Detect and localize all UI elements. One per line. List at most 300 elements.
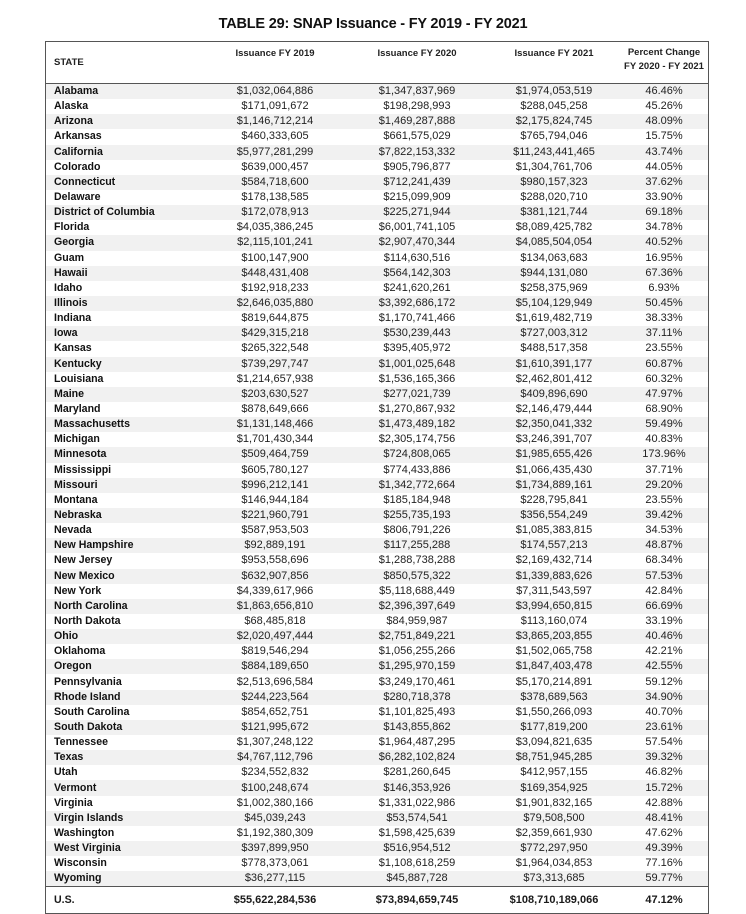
- cell-fy2020: $712,241,439: [346, 175, 488, 190]
- cell-fy2019: $4,767,112,796: [204, 750, 346, 765]
- table-row: [46, 251, 708, 266]
- cell-fy2021: $1,847,403,478: [488, 659, 620, 674]
- cell-state: Oregon: [46, 659, 204, 674]
- cell-percent-change: 57.53%: [620, 569, 708, 584]
- cell-fy2019: $244,223,564: [204, 690, 346, 705]
- cell-fy2021: $1,974,053,519: [488, 84, 620, 100]
- cell-fy2019: $397,899,950: [204, 841, 346, 856]
- cell-percent-change: 68.90%: [620, 402, 708, 417]
- header-fy2019: Issuance FY 2019: [204, 42, 346, 84]
- cell-fy2020: $661,575,029: [346, 129, 488, 144]
- cell-fy2020: $850,575,322: [346, 569, 488, 584]
- table-row: [46, 447, 708, 462]
- cell-fy2020: $6,001,741,105: [346, 220, 488, 235]
- cell-fy2021: $7,311,543,597: [488, 584, 620, 599]
- cell-fy2019: $1,192,380,309: [204, 826, 346, 841]
- cell-fy2019: $584,718,600: [204, 175, 346, 190]
- cell-percent-change: 16.95%: [620, 251, 708, 266]
- table-row: [46, 145, 708, 160]
- cell-fy2020: $2,305,174,756: [346, 432, 488, 447]
- cell-state: South Dakota: [46, 720, 204, 735]
- cell-fy2020: $185,184,948: [346, 493, 488, 508]
- cell-fy2020: $277,021,739: [346, 387, 488, 402]
- cell-state: Alabama: [46, 84, 204, 100]
- total-fy2019: $55,622,284,536: [204, 887, 346, 914]
- cell-percent-change: 37.62%: [620, 175, 708, 190]
- cell-fy2020: $117,255,288: [346, 538, 488, 553]
- table-row: [46, 99, 708, 114]
- cell-percent-change: 40.52%: [620, 235, 708, 250]
- cell-fy2021: $412,957,155: [488, 765, 620, 780]
- cell-fy2019: $265,322,548: [204, 341, 346, 356]
- cell-fy2019: $92,889,191: [204, 538, 346, 553]
- cell-fy2020: $1,347,837,969: [346, 84, 488, 100]
- cell-fy2019: $739,297,747: [204, 357, 346, 372]
- cell-fy2020: $3,249,170,461: [346, 674, 488, 689]
- cell-fy2021: $174,557,213: [488, 538, 620, 553]
- cell-fy2020: $45,887,728: [346, 871, 488, 887]
- cell-fy2019: $100,147,900: [204, 251, 346, 266]
- cell-state: Illinois: [46, 296, 204, 311]
- cell-percent-change: 34.53%: [620, 523, 708, 538]
- cell-fy2020: $114,630,516: [346, 251, 488, 266]
- cell-state: Pennsylvania: [46, 674, 204, 689]
- cell-state: Alaska: [46, 99, 204, 114]
- table-row: [46, 478, 708, 493]
- cell-percent-change: 39.32%: [620, 750, 708, 765]
- cell-state: Georgia: [46, 235, 204, 250]
- cell-fy2019: $605,780,127: [204, 463, 346, 478]
- cell-fy2019: $4,035,386,245: [204, 220, 346, 235]
- table-row: [46, 114, 708, 129]
- cell-fy2019: $587,953,503: [204, 523, 346, 538]
- cell-fy2020: $1,108,618,259: [346, 856, 488, 871]
- table-row: [46, 84, 708, 100]
- cell-fy2020: $1,331,022,986: [346, 796, 488, 811]
- cell-state: Nebraska: [46, 508, 204, 523]
- cell-state: Texas: [46, 750, 204, 765]
- cell-state: Massachusetts: [46, 417, 204, 432]
- table-row: [46, 553, 708, 568]
- cell-fy2021: $1,066,435,430: [488, 463, 620, 478]
- cell-state: Louisiana: [46, 372, 204, 387]
- cell-percent-change: 42.55%: [620, 659, 708, 674]
- cell-state: New Jersey: [46, 553, 204, 568]
- cell-fy2019: $203,630,527: [204, 387, 346, 402]
- table-row: [46, 190, 708, 205]
- cell-fy2020: $516,954,512: [346, 841, 488, 856]
- cell-percent-change: 23.55%: [620, 493, 708, 508]
- cell-state: Vermont: [46, 780, 204, 795]
- cell-fy2019: $1,002,380,166: [204, 796, 346, 811]
- cell-fy2021: $1,610,391,177: [488, 357, 620, 372]
- cell-percent-change: 37.11%: [620, 326, 708, 341]
- cell-percent-change: 38.33%: [620, 311, 708, 326]
- cell-fy2021: $1,619,482,719: [488, 311, 620, 326]
- cell-fy2019: $1,701,430,344: [204, 432, 346, 447]
- cell-fy2021: $113,160,074: [488, 614, 620, 629]
- snap-issuance-table-container: [45, 41, 709, 914]
- table-row: [46, 538, 708, 553]
- cell-state: Idaho: [46, 281, 204, 296]
- cell-state: Iowa: [46, 326, 204, 341]
- table-row: [46, 129, 708, 144]
- header-fy2021: Issuance FY 2021: [488, 42, 620, 84]
- cell-fy2019: $2,513,696,584: [204, 674, 346, 689]
- cell-fy2020: $1,056,255,266: [346, 644, 488, 659]
- cell-state: Montana: [46, 493, 204, 508]
- cell-fy2021: $2,169,432,714: [488, 553, 620, 568]
- cell-fy2021: $5,104,129,949: [488, 296, 620, 311]
- cell-fy2020: $215,099,909: [346, 190, 488, 205]
- cell-percent-change: 34.90%: [620, 690, 708, 705]
- cell-fy2019: $460,333,605: [204, 129, 346, 144]
- cell-fy2019: $100,248,674: [204, 780, 346, 795]
- snap-issuance-table: [46, 42, 708, 914]
- cell-fy2019: $234,552,832: [204, 765, 346, 780]
- table-row: [46, 220, 708, 235]
- cell-fy2019: $5,977,281,299: [204, 145, 346, 160]
- cell-fy2019: $1,146,712,214: [204, 114, 346, 129]
- cell-fy2020: $146,353,926: [346, 780, 488, 795]
- cell-percent-change: 40.46%: [620, 629, 708, 644]
- cell-percent-change: 37.71%: [620, 463, 708, 478]
- total-fy2021: $108,710,189,066: [488, 887, 620, 914]
- cell-state: Oklahoma: [46, 644, 204, 659]
- cell-fy2021: $488,517,358: [488, 341, 620, 356]
- cell-fy2019: $632,907,856: [204, 569, 346, 584]
- cell-percent-change: 39.42%: [620, 508, 708, 523]
- cell-fy2021: $409,896,690: [488, 387, 620, 402]
- cell-fy2021: $2,146,479,444: [488, 402, 620, 417]
- table-row: [46, 160, 708, 175]
- cell-percent-change: 67.36%: [620, 266, 708, 281]
- table-row: [46, 341, 708, 356]
- cell-percent-change: 173.96%: [620, 447, 708, 462]
- cell-fy2020: $53,574,541: [346, 811, 488, 826]
- cell-fy2019: $121,995,672: [204, 720, 346, 735]
- cell-percent-change: 57.54%: [620, 735, 708, 750]
- cell-percent-change: 40.70%: [620, 705, 708, 720]
- cell-fy2020: $198,298,993: [346, 99, 488, 114]
- cell-state: Hawaii: [46, 266, 204, 281]
- cell-percent-change: 48.87%: [620, 538, 708, 553]
- cell-fy2020: $7,822,153,332: [346, 145, 488, 160]
- cell-fy2019: $2,115,101,241: [204, 235, 346, 250]
- cell-state: Indiana: [46, 311, 204, 326]
- cell-fy2020: $1,288,738,288: [346, 553, 488, 568]
- cell-fy2020: $1,536,165,366: [346, 372, 488, 387]
- table-row: [46, 690, 708, 705]
- cell-state: New Mexico: [46, 569, 204, 584]
- cell-fy2019: $45,039,243: [204, 811, 346, 826]
- cell-fy2021: $1,339,883,626: [488, 569, 620, 584]
- cell-percent-change: 33.90%: [620, 190, 708, 205]
- cell-fy2020: $241,620,261: [346, 281, 488, 296]
- cell-state: North Carolina: [46, 599, 204, 614]
- table-header: [46, 42, 708, 84]
- table-body: [46, 84, 708, 887]
- cell-percent-change: 23.61%: [620, 720, 708, 735]
- cell-fy2019: $639,000,457: [204, 160, 346, 175]
- cell-fy2021: $1,502,065,758: [488, 644, 620, 659]
- cell-state: Nevada: [46, 523, 204, 538]
- table-row: [46, 508, 708, 523]
- cell-fy2021: $2,359,661,930: [488, 826, 620, 841]
- cell-fy2021: $3,246,391,707: [488, 432, 620, 447]
- cell-state: Minnesota: [46, 447, 204, 462]
- cell-state: Colorado: [46, 160, 204, 175]
- header-fy2020: Issuance FY 2020: [346, 42, 488, 84]
- cell-fy2020: $905,796,877: [346, 160, 488, 175]
- table-row: [46, 871, 708, 887]
- cell-fy2020: $395,405,972: [346, 341, 488, 356]
- cell-fy2021: $258,375,969: [488, 281, 620, 296]
- cell-state: Connecticut: [46, 175, 204, 190]
- cell-fy2021: $1,985,655,426: [488, 447, 620, 462]
- cell-state: Guam: [46, 251, 204, 266]
- table-row: [46, 765, 708, 780]
- cell-fy2021: $73,313,685: [488, 871, 620, 887]
- cell-fy2021: $79,508,500: [488, 811, 620, 826]
- cell-percent-change: 46.82%: [620, 765, 708, 780]
- cell-fy2021: $8,089,425,782: [488, 220, 620, 235]
- cell-percent-change: 69.18%: [620, 205, 708, 220]
- cell-percent-change: 46.46%: [620, 84, 708, 100]
- table-row: [46, 644, 708, 659]
- cell-state: New Hampshire: [46, 538, 204, 553]
- cell-fy2021: $1,964,034,853: [488, 856, 620, 871]
- cell-state: Arkansas: [46, 129, 204, 144]
- cell-fy2020: $1,469,287,888: [346, 114, 488, 129]
- cell-percent-change: 45.26%: [620, 99, 708, 114]
- cell-fy2019: $1,131,148,466: [204, 417, 346, 432]
- table-row: [46, 523, 708, 538]
- cell-percent-change: 47.97%: [620, 387, 708, 402]
- cell-fy2019: $778,373,061: [204, 856, 346, 871]
- cell-fy2021: $134,063,683: [488, 251, 620, 266]
- cell-percent-change: 6.93%: [620, 281, 708, 296]
- table-row: [46, 387, 708, 402]
- cell-fy2019: $448,431,408: [204, 266, 346, 281]
- cell-fy2019: $171,091,672: [204, 99, 346, 114]
- table-row: [46, 281, 708, 296]
- cell-fy2021: $2,350,041,332: [488, 417, 620, 432]
- cell-fy2020: $5,118,688,449: [346, 584, 488, 599]
- cell-fy2021: $772,297,950: [488, 841, 620, 856]
- cell-fy2019: $192,918,233: [204, 281, 346, 296]
- table-row: [46, 175, 708, 190]
- cell-fy2020: $225,271,944: [346, 205, 488, 220]
- cell-fy2021: $2,462,801,412: [488, 372, 620, 387]
- table-row: [46, 811, 708, 826]
- table-row: [46, 796, 708, 811]
- cell-percent-change: 43.74%: [620, 145, 708, 160]
- cell-percent-change: 34.78%: [620, 220, 708, 235]
- total-fy2020: $73,894,659,745: [346, 887, 488, 914]
- table-row: [46, 614, 708, 629]
- cell-fy2021: $1,901,832,165: [488, 796, 620, 811]
- cell-fy2020: $1,964,487,295: [346, 735, 488, 750]
- cell-percent-change: 44.05%: [620, 160, 708, 175]
- cell-fy2021: $5,170,214,891: [488, 674, 620, 689]
- cell-fy2020: $564,142,303: [346, 266, 488, 281]
- header-state: STATE: [46, 42, 204, 84]
- cell-fy2020: $281,260,645: [346, 765, 488, 780]
- cell-state: Ohio: [46, 629, 204, 644]
- cell-fy2021: $944,131,080: [488, 266, 620, 281]
- cell-fy2019: $68,485,818: [204, 614, 346, 629]
- table-row: [46, 569, 708, 584]
- cell-fy2020: $280,718,378: [346, 690, 488, 705]
- cell-state: Virgin Islands: [46, 811, 204, 826]
- cell-fy2021: $378,689,563: [488, 690, 620, 705]
- cell-state: Mississippi: [46, 463, 204, 478]
- cell-fy2019: $146,944,184: [204, 493, 346, 508]
- header-row: [46, 42, 708, 84]
- cell-fy2021: $288,045,258: [488, 99, 620, 114]
- table-row: [46, 205, 708, 220]
- cell-fy2020: $2,907,470,344: [346, 235, 488, 250]
- table-row: [46, 266, 708, 281]
- cell-state: Wyoming: [46, 871, 204, 887]
- cell-fy2019: $221,960,791: [204, 508, 346, 523]
- cell-fy2020: $143,855,862: [346, 720, 488, 735]
- table-row: [46, 735, 708, 750]
- table-row: [46, 311, 708, 326]
- cell-percent-change: 68.34%: [620, 553, 708, 568]
- cell-state: Arizona: [46, 114, 204, 129]
- cell-fy2020: $1,473,489,182: [346, 417, 488, 432]
- table-row: [46, 326, 708, 341]
- cell-percent-change: 60.87%: [620, 357, 708, 372]
- cell-fy2021: $356,554,249: [488, 508, 620, 523]
- table-row: [46, 720, 708, 735]
- cell-state: Kansas: [46, 341, 204, 356]
- cell-percent-change: 60.32%: [620, 372, 708, 387]
- cell-fy2019: $172,078,913: [204, 205, 346, 220]
- cell-fy2021: $1,550,266,093: [488, 705, 620, 720]
- table-row: [46, 705, 708, 720]
- cell-fy2020: $530,239,443: [346, 326, 488, 341]
- cell-state: California: [46, 145, 204, 160]
- cell-fy2020: $1,295,970,159: [346, 659, 488, 674]
- cell-fy2019: $884,189,650: [204, 659, 346, 674]
- cell-fy2020: $1,001,025,648: [346, 357, 488, 372]
- cell-state: Utah: [46, 765, 204, 780]
- cell-fy2019: $2,020,497,444: [204, 629, 346, 644]
- total-state: U.S.: [46, 887, 204, 914]
- cell-fy2020: $806,791,226: [346, 523, 488, 538]
- cell-state: South Carolina: [46, 705, 204, 720]
- cell-percent-change: 66.69%: [620, 599, 708, 614]
- table-row: [46, 780, 708, 795]
- cell-percent-change: 29.20%: [620, 478, 708, 493]
- cell-fy2020: $2,396,397,649: [346, 599, 488, 614]
- cell-state: Florida: [46, 220, 204, 235]
- cell-percent-change: 48.41%: [620, 811, 708, 826]
- table-row: [46, 417, 708, 432]
- table-row: [46, 372, 708, 387]
- table-row: [46, 599, 708, 614]
- cell-state: Virginia: [46, 796, 204, 811]
- cell-fy2021: $8,751,945,285: [488, 750, 620, 765]
- table-row: [46, 629, 708, 644]
- cell-state: Missouri: [46, 478, 204, 493]
- cell-fy2019: $2,646,035,880: [204, 296, 346, 311]
- cell-fy2020: $84,959,987: [346, 614, 488, 629]
- table-row: [46, 432, 708, 447]
- cell-percent-change: 15.72%: [620, 780, 708, 795]
- cell-fy2020: $2,751,849,221: [346, 629, 488, 644]
- cell-percent-change: 33.19%: [620, 614, 708, 629]
- cell-fy2021: $3,994,650,815: [488, 599, 620, 614]
- cell-fy2019: $953,558,696: [204, 553, 346, 568]
- cell-fy2019: $36,277,115: [204, 871, 346, 887]
- cell-state: Rhode Island: [46, 690, 204, 705]
- cell-fy2019: $819,546,294: [204, 644, 346, 659]
- cell-fy2019: $178,138,585: [204, 190, 346, 205]
- cell-state: Washington: [46, 826, 204, 841]
- cell-fy2021: $228,795,841: [488, 493, 620, 508]
- cell-fy2021: $1,085,383,815: [488, 523, 620, 538]
- table-row: [46, 235, 708, 250]
- cell-percent-change: 59.49%: [620, 417, 708, 432]
- cell-fy2019: $1,863,656,810: [204, 599, 346, 614]
- cell-fy2021: $727,003,312: [488, 326, 620, 341]
- cell-state: Kentucky: [46, 357, 204, 372]
- cell-fy2021: $381,121,744: [488, 205, 620, 220]
- cell-fy2020: $6,282,102,824: [346, 750, 488, 765]
- cell-fy2021: $1,734,889,161: [488, 478, 620, 493]
- cell-percent-change: 42.84%: [620, 584, 708, 599]
- cell-fy2020: $1,342,772,664: [346, 478, 488, 493]
- cell-state: District of Columbia: [46, 205, 204, 220]
- cell-fy2021: $288,020,710: [488, 190, 620, 205]
- table-row: [46, 296, 708, 311]
- cell-percent-change: 77.16%: [620, 856, 708, 871]
- total-percent-change: 47.12%: [620, 887, 708, 914]
- cell-percent-change: 59.12%: [620, 674, 708, 689]
- cell-state: North Dakota: [46, 614, 204, 629]
- cell-state: West Virginia: [46, 841, 204, 856]
- cell-fy2021: $169,354,925: [488, 780, 620, 795]
- table-footer: [46, 887, 708, 914]
- cell-percent-change: 49.39%: [620, 841, 708, 856]
- cell-state: Tennessee: [46, 735, 204, 750]
- cell-fy2020: $255,735,193: [346, 508, 488, 523]
- cell-percent-change: 48.09%: [620, 114, 708, 129]
- cell-fy2020: $724,808,065: [346, 447, 488, 462]
- header-percent-change: [620, 42, 708, 84]
- cell-fy2021: $980,157,323: [488, 175, 620, 190]
- cell-fy2021: $1,304,761,706: [488, 160, 620, 175]
- table-row: [46, 463, 708, 478]
- cell-fy2021: $177,819,200: [488, 720, 620, 735]
- cell-fy2019: $1,307,248,122: [204, 735, 346, 750]
- table-title: TABLE 29: SNAP Issuance - FY 2019 - FY 2021: [218, 16, 528, 32]
- cell-fy2021: $3,094,821,635: [488, 735, 620, 750]
- cell-fy2019: $429,315,218: [204, 326, 346, 341]
- table-row: [46, 674, 708, 689]
- cell-percent-change: 23.55%: [620, 341, 708, 356]
- table-row: [46, 493, 708, 508]
- cell-fy2020: $1,170,741,466: [346, 311, 488, 326]
- cell-percent-change: 42.88%: [620, 796, 708, 811]
- table-row: [46, 856, 708, 871]
- cell-state: Maryland: [46, 402, 204, 417]
- cell-percent-change: 15.75%: [620, 129, 708, 144]
